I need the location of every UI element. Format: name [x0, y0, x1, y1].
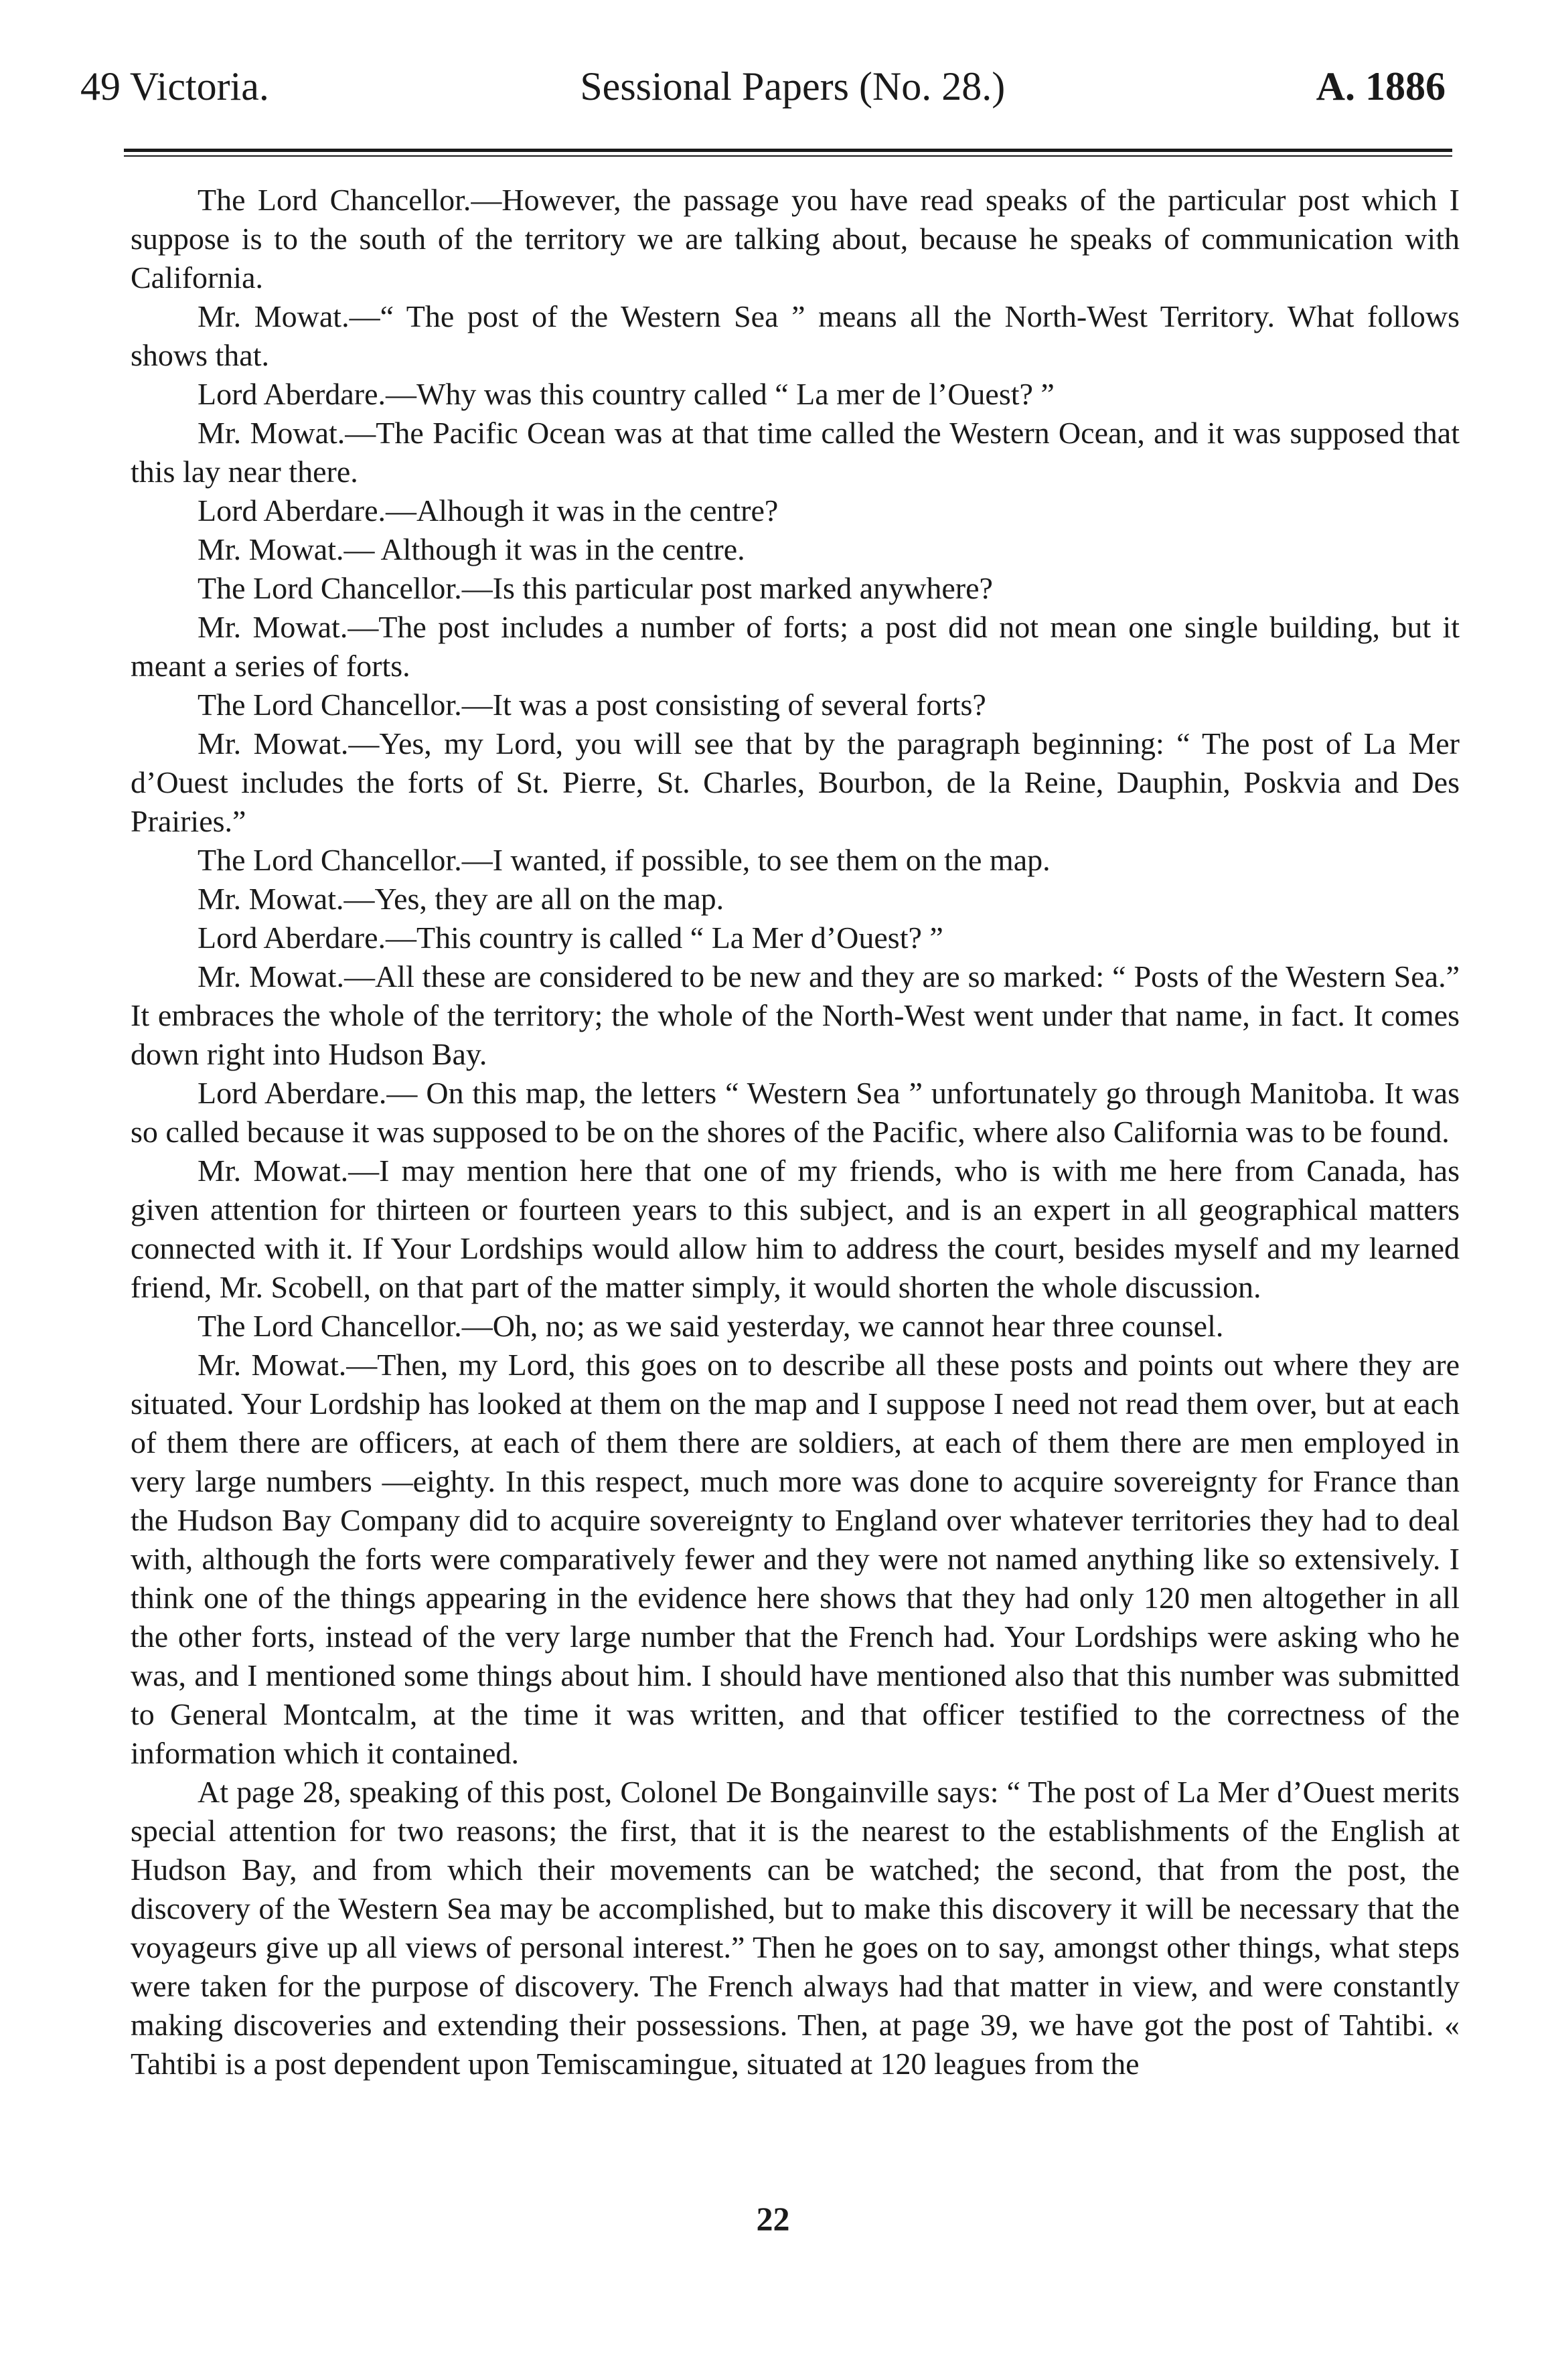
paragraph: The Lord Chancellor.—Is this particular post marked anywhere? — [198, 571, 993, 605]
header-year: A. 1886 — [1316, 64, 1446, 108]
header-session: 49 Victoria. — [80, 64, 269, 108]
paragraph: Mr. Mowat.—All these are considered to be new and they are so marked: “ Posts of the Western Sea.” It embraces the whole of the territory; the whole of the North-West went under that name, in fact. It comes down right into Hudson Bay. — [131, 959, 1460, 1071]
page-number: 22 — [756, 2200, 790, 2237]
paragraph: The Lord Chancellor.—However, the passage you have read speaks of the particular post which I suppose is to the south of the territory we are talking about, because he speaks of communication with California. — [131, 183, 1460, 295]
paragraph: Mr. Mowat.—“ The post of the Western Sea ” means all the North-West Territory. What follows shows that. — [131, 299, 1460, 372]
paragraph: Lord Aberdare.—Alhough it was in the centre? — [198, 493, 779, 528]
header-rule — [124, 149, 1452, 152]
paragraph: Mr. Mowat.—Then, my Lord, this goes on to describe all these posts and points out where they are situated. Your Lordship has looked at them on the map and I suppose I need not read them over, but at each of them there are officers, at each of them there are soldiers, at each of them there are men employed in very large numbers —eighty. In this respect, much more was done to acquire sovereignty for France than the Hudson Bay Company did to acquire sovereignty to England over whatever territories they had to deal with, although the forts were comparatively fewer and they were not named anything like so extensively. I think one of the things appearing in the evidence here shows that they had only 120 men altogether in all the other forts, instead of the very large number that the French had. Your Lordships were asking who he was, and I mentioned some things about him. I should have mentioned also that this number was submitted to General Montcalm, at the time it was written, and that officer testified to the correctness of the information which it contained. — [131, 1348, 1460, 1770]
paragraph: Mr. Mowat.— Although it was in the centre. — [198, 532, 745, 566]
running-header — [80, 64, 1446, 110]
header-rule-thin — [124, 155, 1452, 157]
paragraph: Mr. Mowat.—The Pacific Ocean was at that time called the Western Ocean, and it was supposed that this lay near there. — [131, 416, 1460, 489]
paragraph: The Lord Chancellor.—I wanted, if possible, to see them on the map. — [198, 843, 1051, 877]
header-title: Sessional Papers (No. 28.) — [580, 64, 1006, 108]
page-body — [131, 181, 1460, 2083]
paragraph: At page 28, speaking of this post, Colonel De Bongainville says: “ The post of La Mer d’Ouest merits special attention for two reasons; the first, that it is the nearest to the establishments of the English at Hudson Bay, and from which their movements can be watched; the second, that from the post, the discovery of the Western Sea may be accomplished, but to make this discovery it will be necessary that the voyageurs give up all views of personal interest.” Then he goes on to say, amongst other things, what steps were taken for the purpose of discovery. The French always had that matter in view, and were constantly making discoveries and extending their possessions. Then, at page 39, we have got the post of Tahtibi. « Tahtibi is a post dependent upon Temiscamingue, situated at 120 leagues from the — [131, 1775, 1460, 2081]
paragraph: Lord Aberdare.—Why was this country called “ La mer de l’Ouest? ” — [198, 377, 1055, 411]
paragraph: Mr. Mowat.—Yes, my Lord, you will see that by the paragraph beginning: “ The post of La Mer d’Ouest includes the forts of St. Pierre, St. Charles, Bourbon, de la Reine, Dauphin, Poskvia and Des Prairies.” — [131, 726, 1460, 838]
paragraph: The Lord Chancellor.—Oh, no; as we said yesterday, we cannot hear three counsel. — [198, 1309, 1224, 1343]
paragraph: Mr. Mowat.—I may mention here that one of my friends, who is with me here from Canada, has given attention for thirteen or fourteen years to this subject, and is an expert in all geographical matters connected with it. If Your Lordships would allow him to address the court, besides myself and my learned friend, Mr. Scobell, on that part of the matter simply, it would shorten the whole discussion. — [131, 1154, 1460, 1304]
paragraph: Mr. Mowat.—The post includes a number of forts; a post did not mean one single building, but it meant a series of forts. — [131, 610, 1460, 683]
paragraph: Lord Aberdare.—This country is called “ La Mer d’Ouest? ” — [198, 921, 943, 955]
paragraph: The Lord Chancellor.—It was a post consisting of several forts? — [198, 688, 986, 722]
paragraph: Lord Aberdare.— On this map, the letters “ Western Sea ” unfortunately go through Manitoba. It was so called because it was supposed to be on the shores of the Pacific, where also California was to be found. — [131, 1076, 1460, 1149]
paragraph: Mr. Mowat.—Yes, they are all on the map. — [198, 882, 724, 916]
